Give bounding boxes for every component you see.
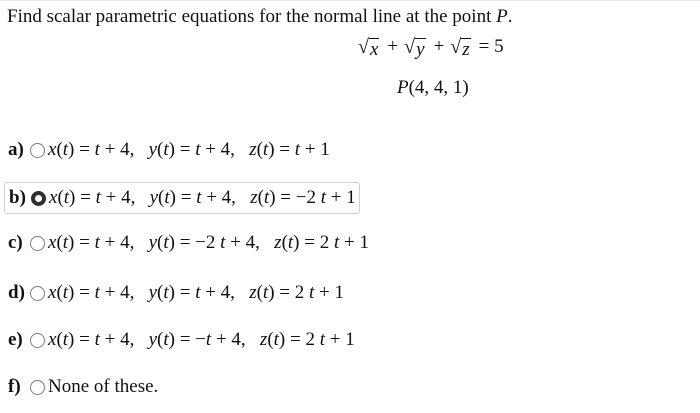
answer-option-c[interactable] [8,229,369,257]
answer-option-e[interactable] [8,326,355,354]
equals-five: = 5 [478,36,504,57]
answer-option-f[interactable] [8,373,158,401]
option-text: None of these. [48,376,159,397]
option-letter: d) [8,282,25,303]
radio-icon[interactable] [30,236,45,251]
point-coords: (4, 4, 1) [408,77,469,98]
option-letter: b) [9,187,26,208]
radio-icon[interactable] [30,143,45,158]
point-label [397,77,469,99]
option-letter: c) [8,232,23,253]
answer-option-b[interactable] [4,182,360,214]
radio-icon[interactable] [30,286,45,301]
top-divider [0,0,700,1]
option-text: x(t) = t + 4, y(t) = t + 4, z(t) = −2 t + 1 [49,187,356,208]
radio-icon[interactable] [30,333,45,348]
radicand-x: x [369,39,379,60]
question-period: . [507,6,513,27]
question-text: Find scalar parametric equations for the normal line at the point [7,6,497,27]
question-point-var: P [496,6,508,27]
question-prompt [7,6,512,28]
sqrt-y [404,36,425,61]
radio-icon[interactable] [30,380,45,395]
surface-equation [358,36,510,61]
answer-option-a[interactable] [8,136,330,164]
radicand-y: y [416,39,425,60]
sqrt-icon: √ [450,36,462,58]
option-text: x(t) = t + 4, y(t) = −2 t + 4, z(t) = 2 t + 1 [48,232,369,253]
answer-option-d[interactable] [8,279,344,307]
plus-sign: + [433,36,445,57]
sqrt-z [450,36,470,61]
radio-selected-icon[interactable] [31,191,46,206]
option-letter: e) [8,329,23,350]
sqrt-icon: √ [404,36,416,58]
plus-sign: + [387,36,399,57]
radicand-z: z [462,39,470,60]
option-text: x(t) = t + 4, y(t) = t + 4, z(t) = 2 t + 1 [48,282,344,303]
option-letter: a) [8,139,24,160]
sqrt-icon: √ [358,36,369,58]
option-letter: f) [8,376,21,397]
option-text: x(t) = t + 4, y(t) = −t + 4, z(t) = 2 t + 1 [48,329,355,350]
sqrt-x [358,36,379,61]
option-text: x(t) = t + 4, y(t) = t + 4, z(t) = t + 1 [48,139,330,160]
point-var: P [397,77,409,98]
